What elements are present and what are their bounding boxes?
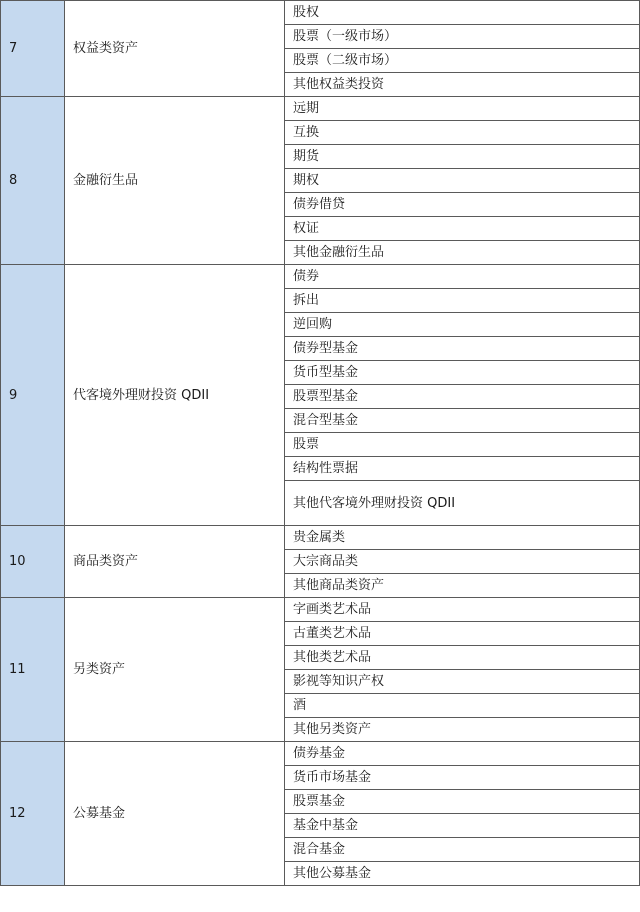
asset-subcategory: 债券 (285, 265, 640, 289)
asset-category: 商品类资产 (65, 526, 285, 598)
asset-category: 公募基金 (65, 742, 285, 886)
table-row (1, 742, 640, 766)
asset-subcategory: 其他代客境外理财投资 QDII (285, 481, 640, 526)
asset-subcategory: 债券型基金 (285, 337, 640, 361)
asset-subcategory: 其他权益类投资 (285, 73, 640, 97)
table-body (1, 1, 640, 886)
asset-subcategory: 互换 (285, 121, 640, 145)
asset-subcategory: 字画类艺术品 (285, 598, 640, 622)
table-row (1, 97, 640, 121)
table-row (1, 265, 640, 289)
table-row (1, 1, 640, 25)
asset-subcategory: 股权 (285, 1, 640, 25)
row-number: 12 (1, 742, 65, 886)
row-number: 8 (1, 97, 65, 265)
asset-category: 权益类资产 (65, 1, 285, 97)
asset-subcategory: 其他类艺术品 (285, 646, 640, 670)
asset-subcategory: 股票（一级市场） (285, 25, 640, 49)
asset-subcategory: 货币型基金 (285, 361, 640, 385)
asset-subcategory: 股票型基金 (285, 385, 640, 409)
asset-subcategory: 股票 (285, 433, 640, 457)
asset-subcategory: 期货 (285, 145, 640, 169)
asset-subcategory: 其他公募基金 (285, 862, 640, 886)
table-row (1, 598, 640, 622)
asset-subcategory: 其他金融衍生品 (285, 241, 640, 265)
asset-subcategory: 贵金属类 (285, 526, 640, 550)
asset-subcategory: 债券基金 (285, 742, 640, 766)
row-number: 9 (1, 265, 65, 526)
asset-subcategory: 权证 (285, 217, 640, 241)
asset-subcategory: 债券借贷 (285, 193, 640, 217)
asset-category: 代客境外理财投资 QDII (65, 265, 285, 526)
asset-category: 金融衍生品 (65, 97, 285, 265)
asset-category: 另类资产 (65, 598, 285, 742)
row-number: 7 (1, 1, 65, 97)
asset-subcategory: 古董类艺术品 (285, 622, 640, 646)
asset-subcategory: 远期 (285, 97, 640, 121)
asset-subcategory: 酒 (285, 694, 640, 718)
row-number: 11 (1, 598, 65, 742)
asset-subcategory: 混合型基金 (285, 409, 640, 433)
asset-subcategory: 货币市场基金 (285, 766, 640, 790)
row-number: 10 (1, 526, 65, 598)
table-row (1, 526, 640, 550)
asset-subcategory: 基金中基金 (285, 814, 640, 838)
asset-subcategory: 股票基金 (285, 790, 640, 814)
asset-subcategory: 逆回购 (285, 313, 640, 337)
asset-subcategory: 混合基金 (285, 838, 640, 862)
asset-subcategory: 股票（二级市场） (285, 49, 640, 73)
asset-subcategory: 结构性票据 (285, 457, 640, 481)
asset-subcategory: 大宗商品类 (285, 550, 640, 574)
asset-subcategory: 影视等知识产权 (285, 670, 640, 694)
asset-subcategory: 其他另类资产 (285, 718, 640, 742)
asset-subcategory: 其他商品类资产 (285, 574, 640, 598)
asset-subcategory: 拆出 (285, 289, 640, 313)
asset-subcategory: 期权 (285, 169, 640, 193)
